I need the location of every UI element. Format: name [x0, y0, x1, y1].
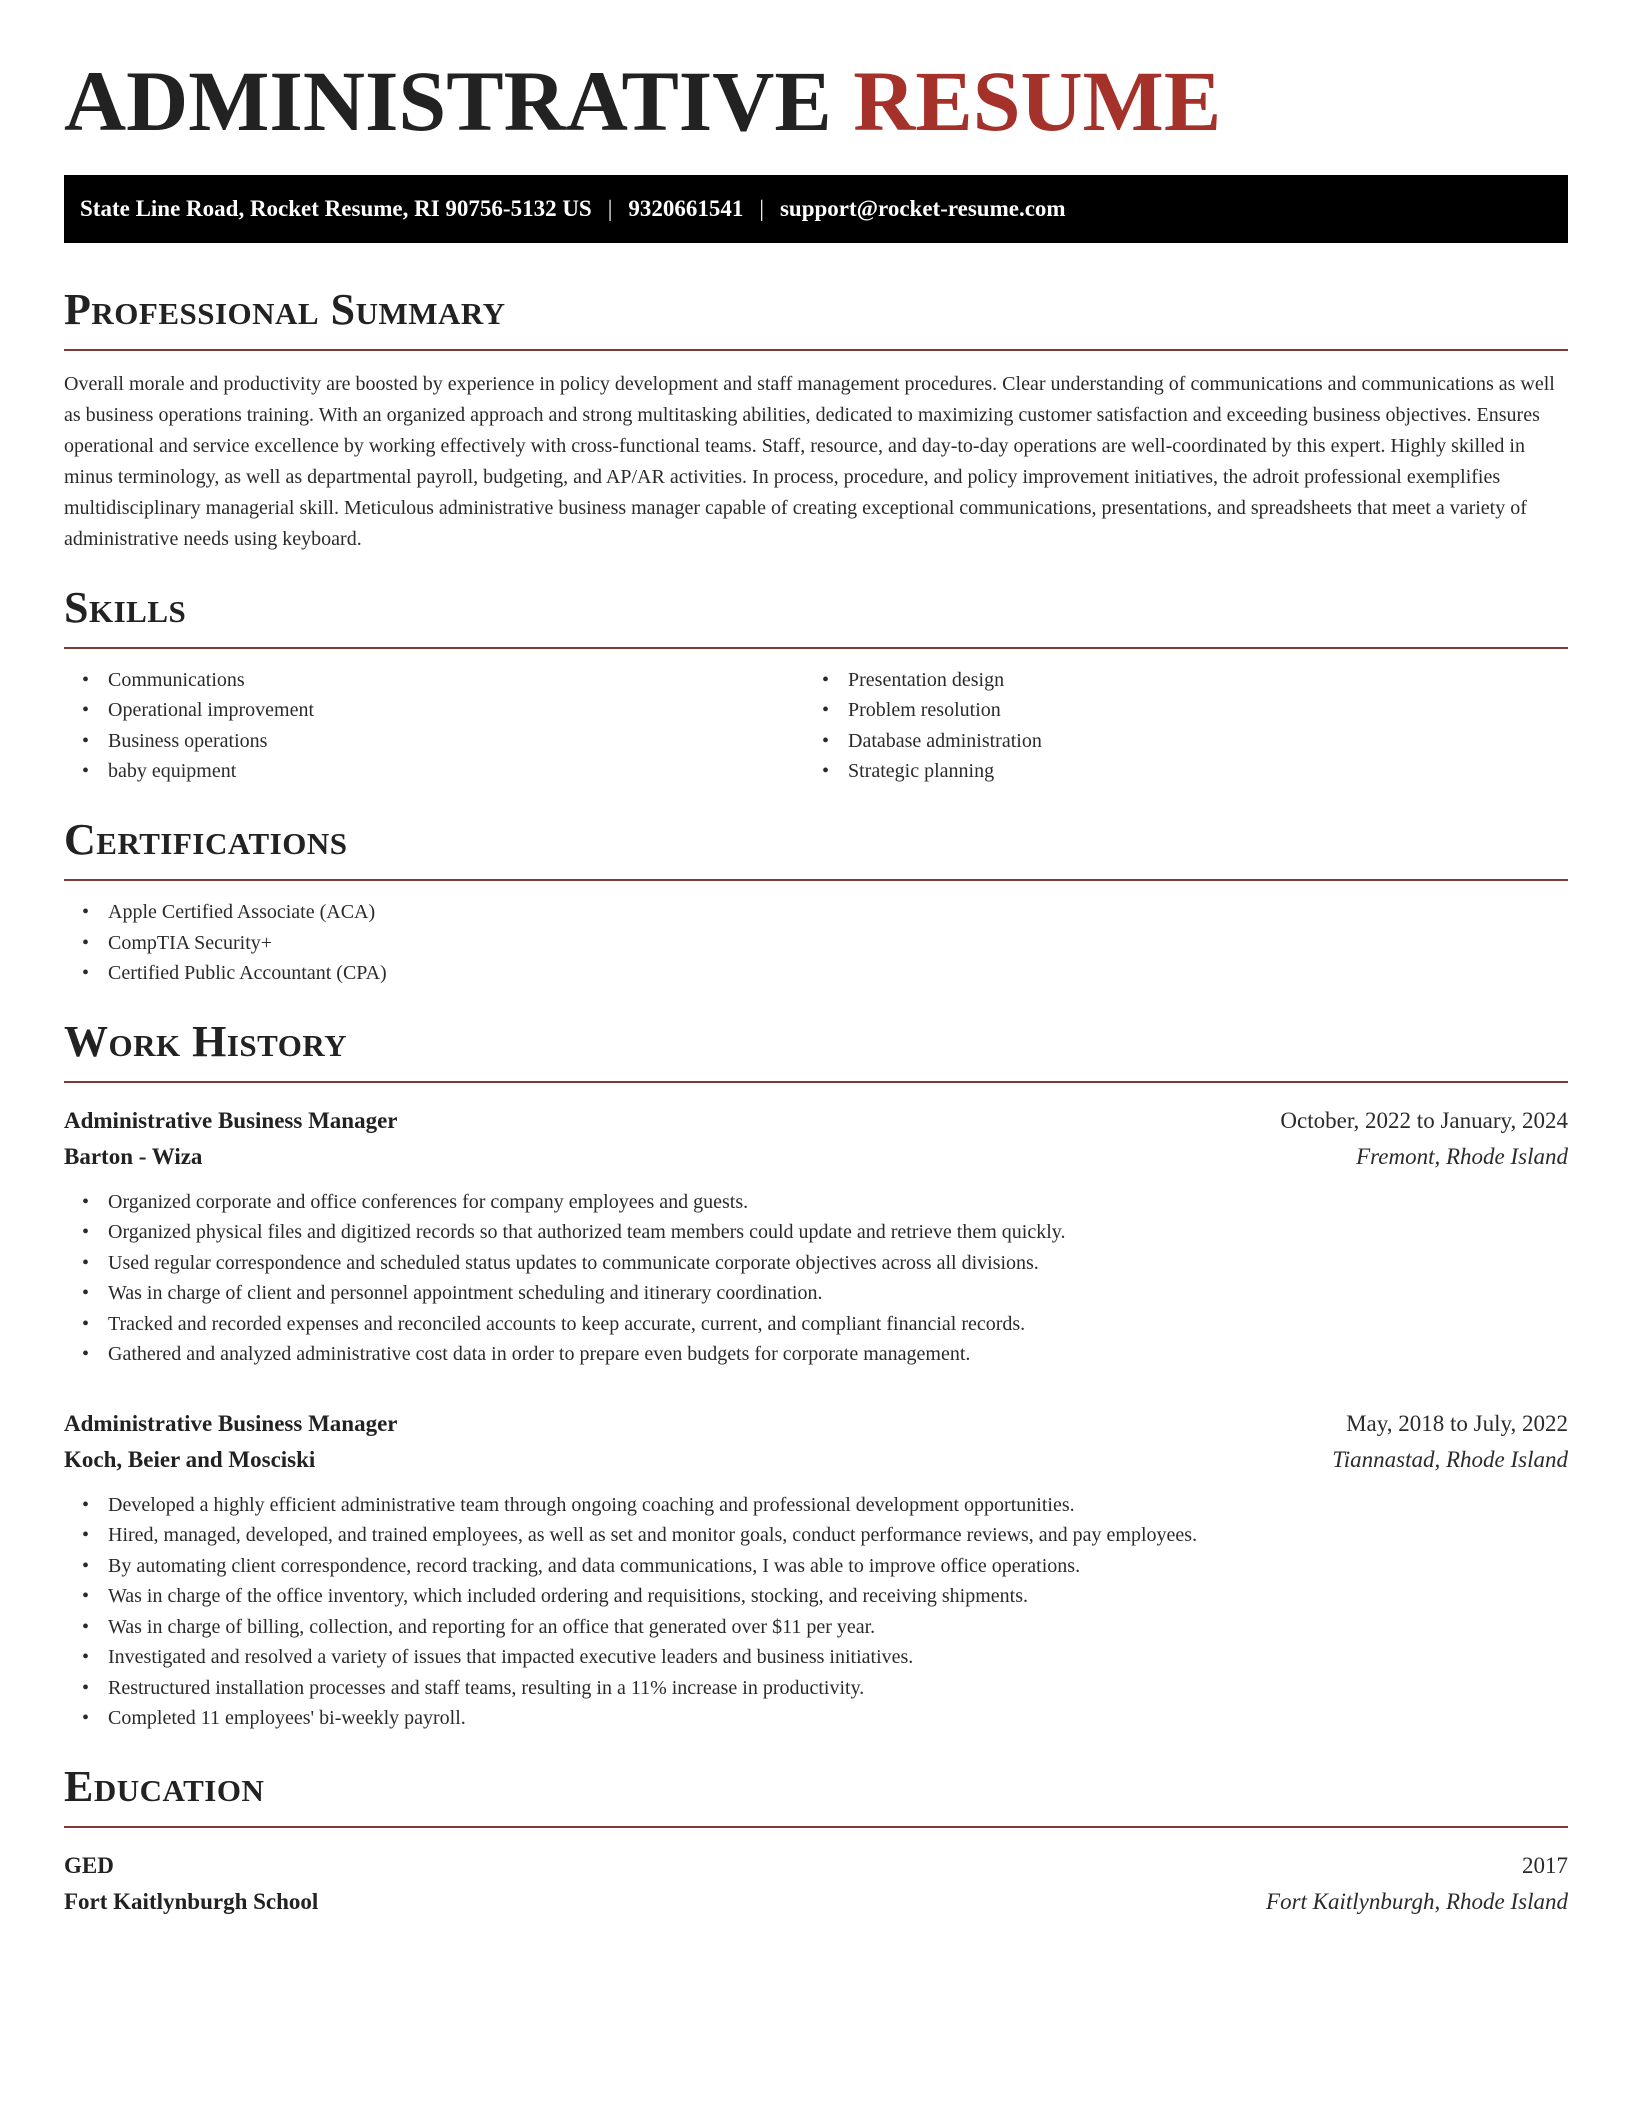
job-duty-item: • Investigated and resolved a variety of issues that impacted executive leaders and business initiatives.: [108, 1642, 1568, 1673]
job-location: Fremont, Rhode Island: [1356, 1143, 1568, 1169]
job-duty-item: • Developed a highly efficient administrative team through ongoing coaching and professional development opportunities.: [108, 1490, 1568, 1521]
skill-item: • Strategic planning: [848, 756, 1568, 787]
skill-item: • baby equipment: [108, 756, 804, 787]
job-entry: [64, 1406, 1568, 1734]
job-duties-list: [64, 1187, 1568, 1370]
resume-heading: [64, 54, 1568, 149]
contact-email[interactable]: support@rocket-resume.com: [779, 195, 1066, 221]
skill-item: • Problem resolution: [848, 695, 1568, 726]
education-degree-row: [64, 1848, 1568, 1884]
job-duty-item: • By automating client correspondence, record tracking, and data communications, I was able to improve office operations.: [108, 1551, 1568, 1582]
job-company: Barton - Wiza: [64, 1143, 203, 1169]
section-divider: [64, 1081, 1568, 1083]
resume-page: [64, 0, 1568, 1920]
education-section: [64, 1761, 1568, 1920]
job-duty-item: • Restructured installation processes and staff teams, resulting in a 11% increase in productivity.: [108, 1673, 1568, 1704]
summary-text: Overall morale and productivity are boosted by experience in policy development and staff management procedures. Clear understanding of communications and communications as well as business operations training. With an organized approach and strong multitasking abilities, dedicated to maximizing customer satisfaction and exceeding business objectives. Ensures operational and service excellence by working effectively with cross-functional teams. Staff, resource, and day-to-day operations are well-coordinated by this expert. Highly skilled in minus terminology, as well as departmental payroll, budgeting, and AP/AR activities. In process, procedure, and policy improvement initiatives, the adroit professional exemplifies multidisciplinary managerial skill. Meticulous administrative business manager capable of creating exceptional communications, presentations, and spreadsheets that meet a variety of administrative needs using keyboard.: [64, 372, 1555, 550]
job-entry: [64, 1103, 1568, 1370]
education-entry: [64, 1848, 1568, 1920]
summary-title: Professional Summary: [64, 284, 506, 334]
certification-item: • Certified Public Accountant (CPA): [108, 958, 1568, 989]
job-dates: October, 2022 to January, 2024: [1280, 1107, 1568, 1133]
certifications-list: [64, 897, 1568, 989]
job-company: Koch, Beier and Mosciski: [64, 1446, 316, 1472]
contact-separator: |: [759, 195, 764, 221]
heading-first-word: ADMINISTRATIVE: [64, 53, 832, 149]
work-history-title: Work History: [64, 1016, 348, 1066]
summary-section: [64, 284, 1568, 555]
job-duty-item: • Organized corporate and office conferences for company employees and guests.: [108, 1187, 1568, 1218]
education-school: Fort Kaitlynburgh School: [64, 1889, 319, 1915]
job-title: Administrative Business Manager: [64, 1410, 398, 1436]
job-duty-item: • Organized physical files and digitized records so that authorized team members could update and retrieve them quickly.: [108, 1217, 1568, 1248]
contact-separator: |: [607, 195, 613, 221]
job-duty-item: • Completed 11 employees' bi-weekly payroll.: [108, 1703, 1568, 1734]
job-dates: May, 2018 to July, 2022: [1346, 1410, 1568, 1436]
skills-list-right: [804, 665, 1568, 787]
certification-item: • CompTIA Security+: [108, 928, 1568, 959]
skill-item: • Operational improvement: [108, 695, 804, 726]
job-duty-item: • Gathered and analyzed administrative cost data in order to prepare even budgets for corporate management.: [108, 1339, 1568, 1370]
job-duty-item: • Hired, managed, developed, and trained employees, as well as set and monitor goals, conduct performance reviews, and pay employees.: [108, 1520, 1568, 1551]
skills-section: [64, 582, 1568, 787]
contact-bar: [64, 175, 1568, 243]
job-duty-item: • Used regular correspondence and scheduled status updates to communicate corporate objectives across all divisions.: [108, 1248, 1568, 1279]
skill-item: • Business operations: [108, 726, 804, 757]
education-school-row: [64, 1884, 1568, 1920]
contact-phone[interactable]: 9320661541: [628, 195, 744, 221]
section-divider: [64, 1826, 1568, 1828]
job-duty-item: • Was in charge of client and personnel appointment scheduling and itinerary coordination.: [108, 1278, 1568, 1309]
certifications-title: Certifications: [64, 814, 348, 864]
job-duty-item: • Was in charge of billing, collection, and reporting for an office that generated over $11 per year.: [108, 1612, 1568, 1643]
section-divider: [64, 879, 1568, 881]
skill-item: • Presentation design: [848, 665, 1568, 696]
job-company-row: [64, 1139, 1568, 1175]
skills-title: Skills: [64, 582, 187, 632]
job-header-row: [64, 1103, 1568, 1139]
skills-list-left: [64, 665, 804, 787]
work-history-section: [64, 1016, 1568, 1734]
contact-address: State Line Road, Rocket Resume, RI 90756-5132 US: [80, 195, 592, 221]
education-degree: GED: [64, 1853, 114, 1879]
education-location: Fort Kaitlynburgh, Rhode Island: [1266, 1889, 1568, 1915]
job-duty-item: • Tracked and recorded expenses and reconciled accounts to keep accurate, current, and compliant financial records.: [108, 1309, 1568, 1340]
certifications-section: [64, 814, 1568, 989]
section-divider: [64, 349, 1568, 351]
job-company-row: [64, 1442, 1568, 1478]
education-title: Education: [64, 1761, 265, 1811]
certification-item: • Apple Certified Associate (ACA): [108, 897, 1568, 928]
skill-item: • Communications: [108, 665, 804, 696]
skills-grid: [64, 649, 1568, 787]
job-header-row: [64, 1406, 1568, 1442]
job-title: Administrative Business Manager: [64, 1107, 398, 1133]
heading-accent-word: RESUME: [853, 53, 1222, 149]
skill-item: • Database administration: [848, 726, 1568, 757]
job-duty-item: • Was in charge of the office inventory, which included ordering and requisitions, stocking, and receiving shipments.: [108, 1581, 1568, 1612]
job-location: Tiannastad, Rhode Island: [1332, 1446, 1568, 1472]
education-year: 2017: [1522, 1853, 1568, 1879]
job-duties-list: [64, 1490, 1568, 1734]
